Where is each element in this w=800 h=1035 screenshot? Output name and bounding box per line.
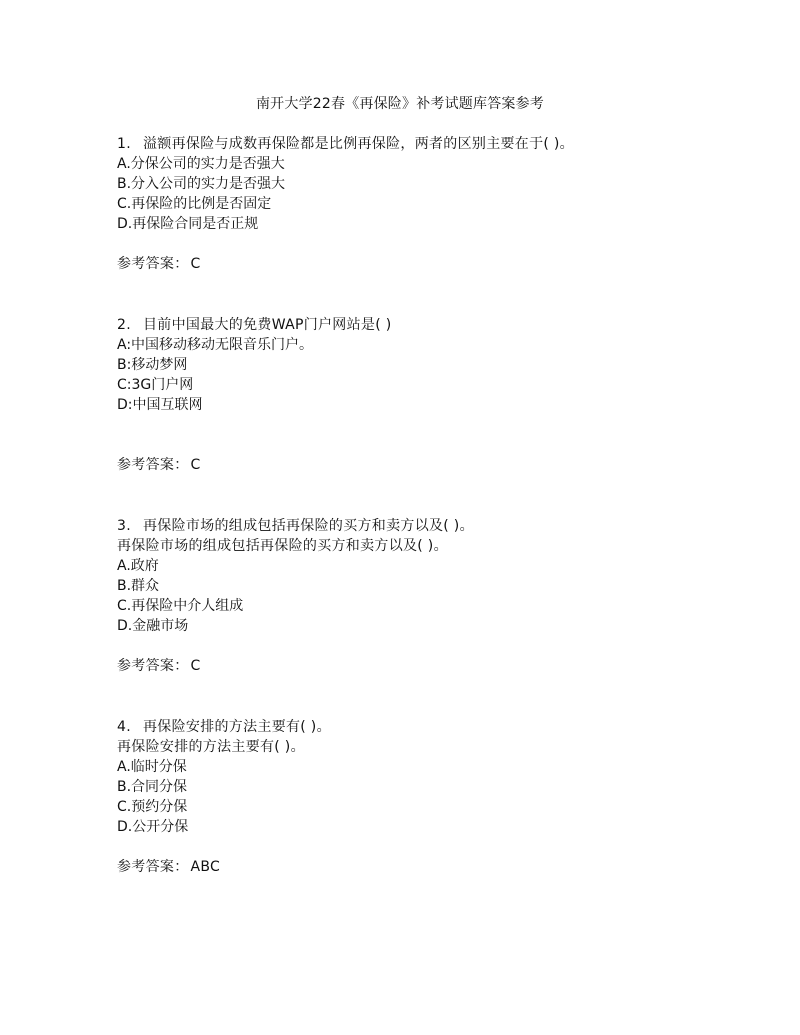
option-c: C.预约分保 [117, 799, 188, 815]
question-block [117, 717, 737, 877]
option-c: C.再保险的比例是否固定 [117, 196, 272, 212]
answer-label: 参考答案： [117, 256, 189, 272]
option-a: A.分保公司的实力是否强大 [117, 156, 285, 172]
question-stem: 溢额再保险与成数再保险都是比例再保险，两者的区别主要在于( )。 [143, 136, 574, 152]
answer-label: 参考答案： [117, 859, 189, 875]
option-b: B:移动梦网 [117, 357, 188, 373]
option-d: D.公开分保 [117, 819, 189, 835]
answer-line [117, 857, 737, 877]
answer-line [117, 455, 737, 475]
answer-value: C [190, 658, 201, 674]
question-text [117, 315, 737, 335]
question-stem: 再保险市场的组成包括再保险的买方和卖方以及( )。 [143, 518, 474, 534]
answer-value: C [190, 256, 201, 272]
option-c: C.再保险中介人组成 [117, 598, 244, 614]
option-c: C:3G门户网 [117, 377, 194, 393]
answer-label: 参考答案： [117, 658, 189, 674]
option-d: D.再保险合同是否正规 [117, 216, 259, 232]
question-number: 3. [117, 518, 131, 534]
option-d: D:中国互联网 [117, 397, 203, 413]
option-a: A.政府 [117, 558, 159, 574]
option-b: B.群众 [117, 578, 160, 594]
answer-line [117, 656, 737, 676]
question-text [117, 717, 737, 737]
question-stem: 目前中国最大的免费WAP门户网站是( ) [143, 317, 392, 333]
question-number: 4. [117, 719, 131, 735]
answer-line [117, 254, 737, 274]
question-stem-repeat: 再保险市场的组成包括再保险的买方和卖方以及( )。 [117, 538, 448, 554]
option-b: B.合同分保 [117, 779, 188, 795]
question-number: 2. [117, 317, 131, 333]
answer-value: C [190, 457, 201, 473]
option-a: A:中国移动移动无限音乐门户。 [117, 337, 314, 353]
answer-value: ABC [190, 859, 221, 875]
question-stem: 再保险安排的方法主要有( )。 [143, 719, 331, 735]
option-a: A.临时分保 [117, 759, 187, 775]
question-block [117, 516, 737, 676]
answer-label: 参考答案： [117, 457, 189, 473]
option-d: D.金融市场 [117, 618, 189, 634]
question-block [117, 134, 737, 274]
question-stem-repeat: 再保险安排的方法主要有( )。 [117, 739, 305, 755]
question-block [117, 315, 737, 475]
question-text [117, 134, 737, 154]
question-text [117, 516, 737, 536]
question-number: 1. [117, 136, 131, 152]
document-title: 南开大学22春《再保险》补考试题库答案参考 [255, 96, 544, 112]
option-b: B.分入公司的实力是否强大 [117, 176, 286, 192]
